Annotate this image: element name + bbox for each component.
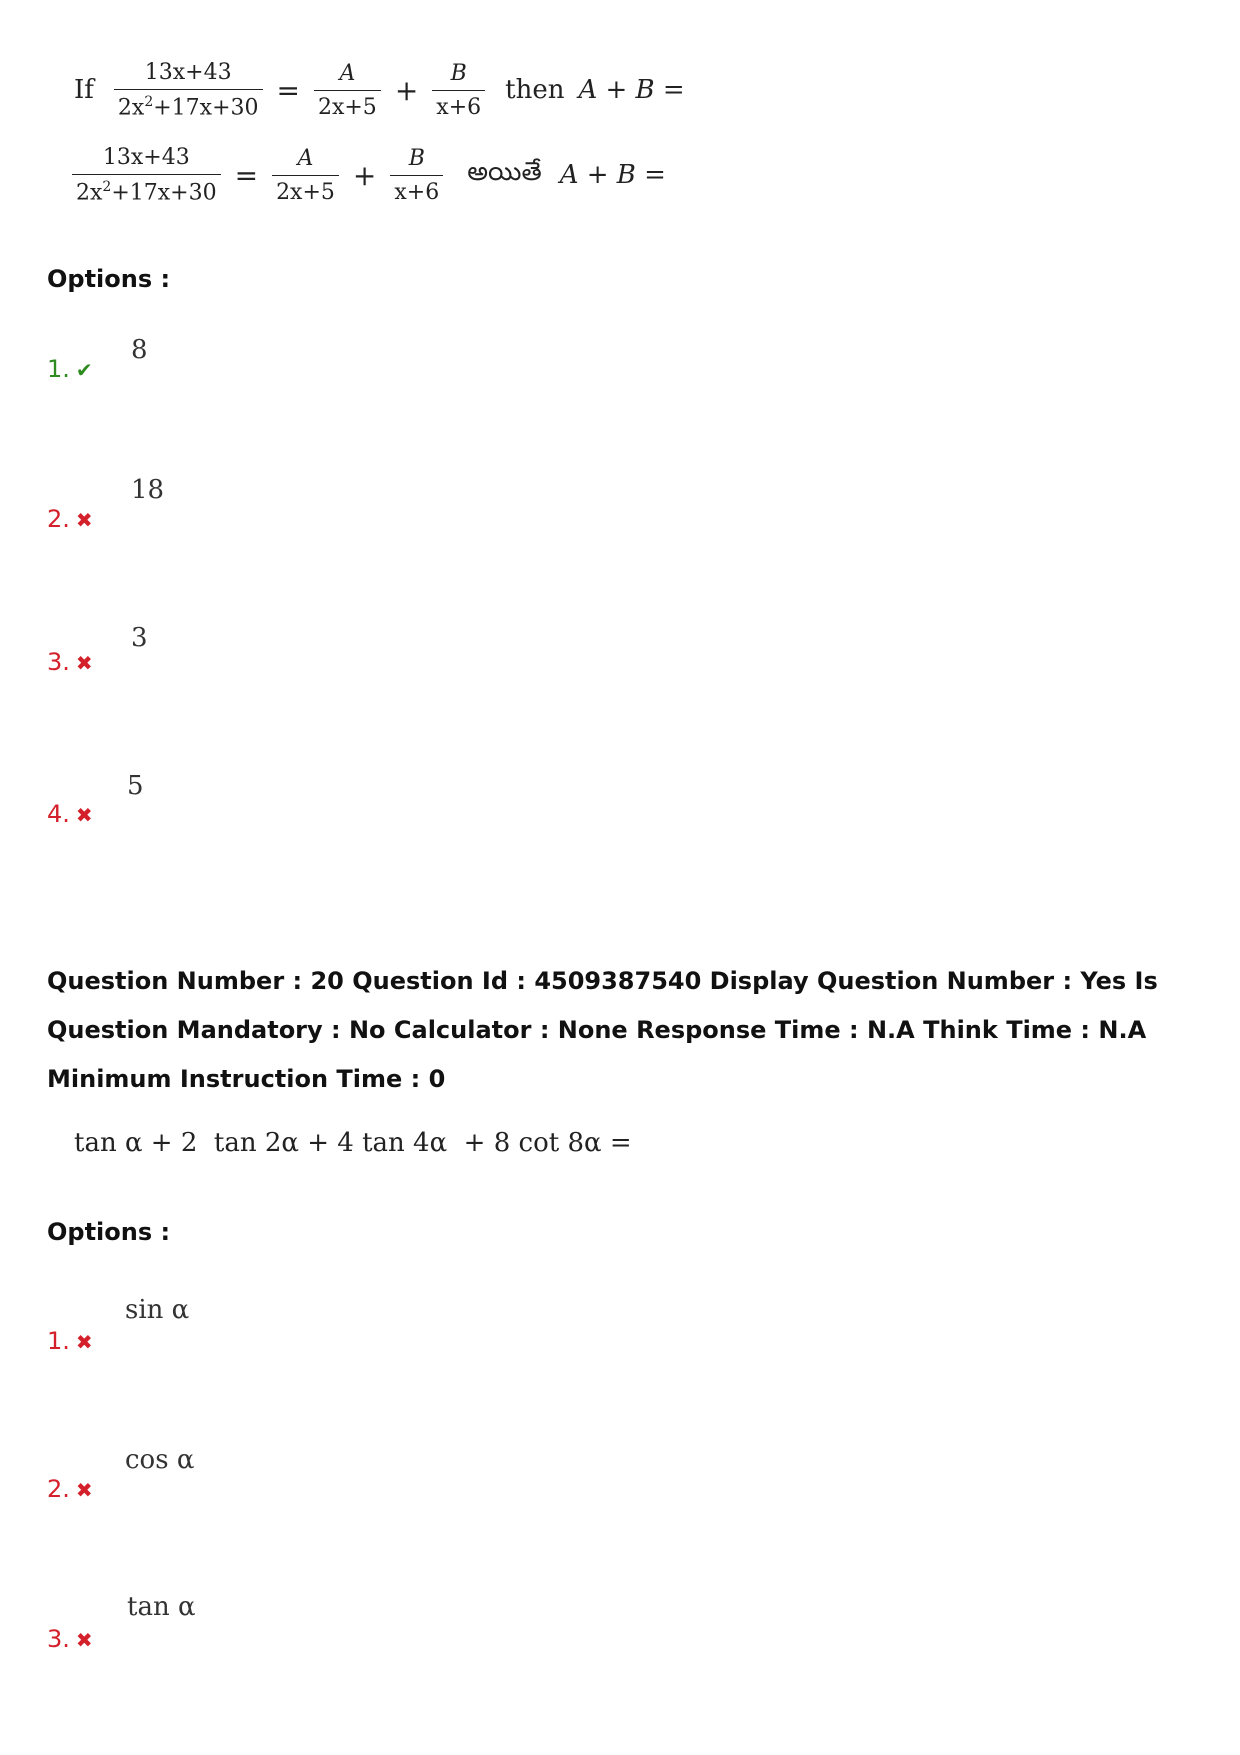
- option-number: 2.: [47, 1475, 70, 1503]
- q19-equation-english: [74, 60, 685, 120]
- lhs-numerator: 13x+43: [144, 60, 232, 85]
- fraction-a: [272, 146, 339, 205]
- q19-option-3-number: [47, 648, 93, 676]
- denominator-b: x+6: [390, 175, 443, 205]
- telugu-then-word: అయితే: [467, 157, 542, 188]
- equals-sign: =: [276, 73, 300, 107]
- q20-options-label: Options :: [47, 1218, 171, 1246]
- option-number: 3.: [47, 648, 70, 676]
- option-number: 1.: [47, 355, 70, 383]
- lhs-fraction: [114, 60, 263, 120]
- q20-option-1-number: [47, 1327, 93, 1355]
- q19-option-1-number: [47, 355, 93, 383]
- a-plus-b: A + B =: [578, 75, 685, 106]
- lhs-denominator: [72, 174, 221, 205]
- q19-option-2-value: 18: [131, 475, 165, 505]
- plus-sign: +: [394, 73, 419, 107]
- q19-options-label: Options :: [47, 265, 171, 293]
- denominator-a: 2x+5: [272, 175, 339, 205]
- q20-option-2-number: [47, 1475, 93, 1503]
- q19-option-4-number: [47, 800, 93, 828]
- den-part: +17x+30: [153, 95, 259, 121]
- option-number: 2.: [47, 505, 70, 533]
- denominator-b: x+6: [432, 90, 485, 120]
- q19-equation-telugu: [72, 145, 666, 205]
- fraction-a: [314, 61, 381, 120]
- den-part: 2x: [76, 180, 103, 206]
- numerator-b: B: [450, 60, 467, 86]
- plus-sign: +: [352, 158, 377, 192]
- numerator-b: B: [408, 145, 425, 171]
- cross-icon: ✖: [75, 1478, 93, 1502]
- numerator-a: A: [297, 145, 314, 171]
- check-icon: ✔: [75, 358, 93, 382]
- den-part: 2x: [117, 95, 145, 121]
- if-word: If: [74, 75, 94, 106]
- option-number: 4.: [47, 800, 70, 828]
- fraction-b: [432, 61, 485, 120]
- den-exponent: 2: [102, 179, 112, 195]
- option-number: 3.: [47, 1625, 70, 1653]
- then-word: then: [505, 75, 565, 106]
- q20-option-1-value: sin α: [125, 1295, 190, 1325]
- q20-option-3-value: tan α: [127, 1592, 196, 1622]
- q19-option-4-value: 5: [127, 771, 144, 801]
- den-exponent: 2: [144, 94, 154, 110]
- q19-option-2-number: [47, 505, 93, 533]
- cross-icon: ✖: [75, 1330, 93, 1354]
- q20-metadata: Question Number : 20 Question Id : 4509387540 Display Question Number : Yes Is Question Mandatory : No Calculator : None Response Time : N.A Think Time : N.A Minimum Instruction Time : 0: [47, 967, 1158, 1093]
- q20-option-2-value: cos α: [125, 1445, 195, 1475]
- q19-option-1-value: 8: [131, 335, 148, 365]
- numerator-a: A: [339, 60, 356, 86]
- q20-expression: tan α + 2 tan 2α + 4 tan 4α + 8 cot 8α =: [74, 1128, 632, 1158]
- lhs-denominator: [114, 89, 263, 120]
- den-part: +17x+30: [111, 180, 217, 206]
- q20-option-3-number: [47, 1625, 93, 1653]
- fraction-b: [390, 146, 443, 205]
- cross-icon: ✖: [75, 508, 93, 532]
- denominator-a: 2x+5: [314, 90, 381, 120]
- lhs-numerator: 13x+43: [102, 145, 190, 170]
- cross-icon: ✖: [75, 803, 93, 827]
- lhs-fraction: [72, 145, 221, 205]
- option-number: 1.: [47, 1327, 70, 1355]
- q19-option-3-value: 3: [131, 623, 148, 653]
- equals-sign: =: [234, 158, 259, 192]
- a-plus-b: A + B =: [559, 160, 666, 191]
- cross-icon: ✖: [75, 1628, 93, 1652]
- cross-icon: ✖: [75, 651, 93, 675]
